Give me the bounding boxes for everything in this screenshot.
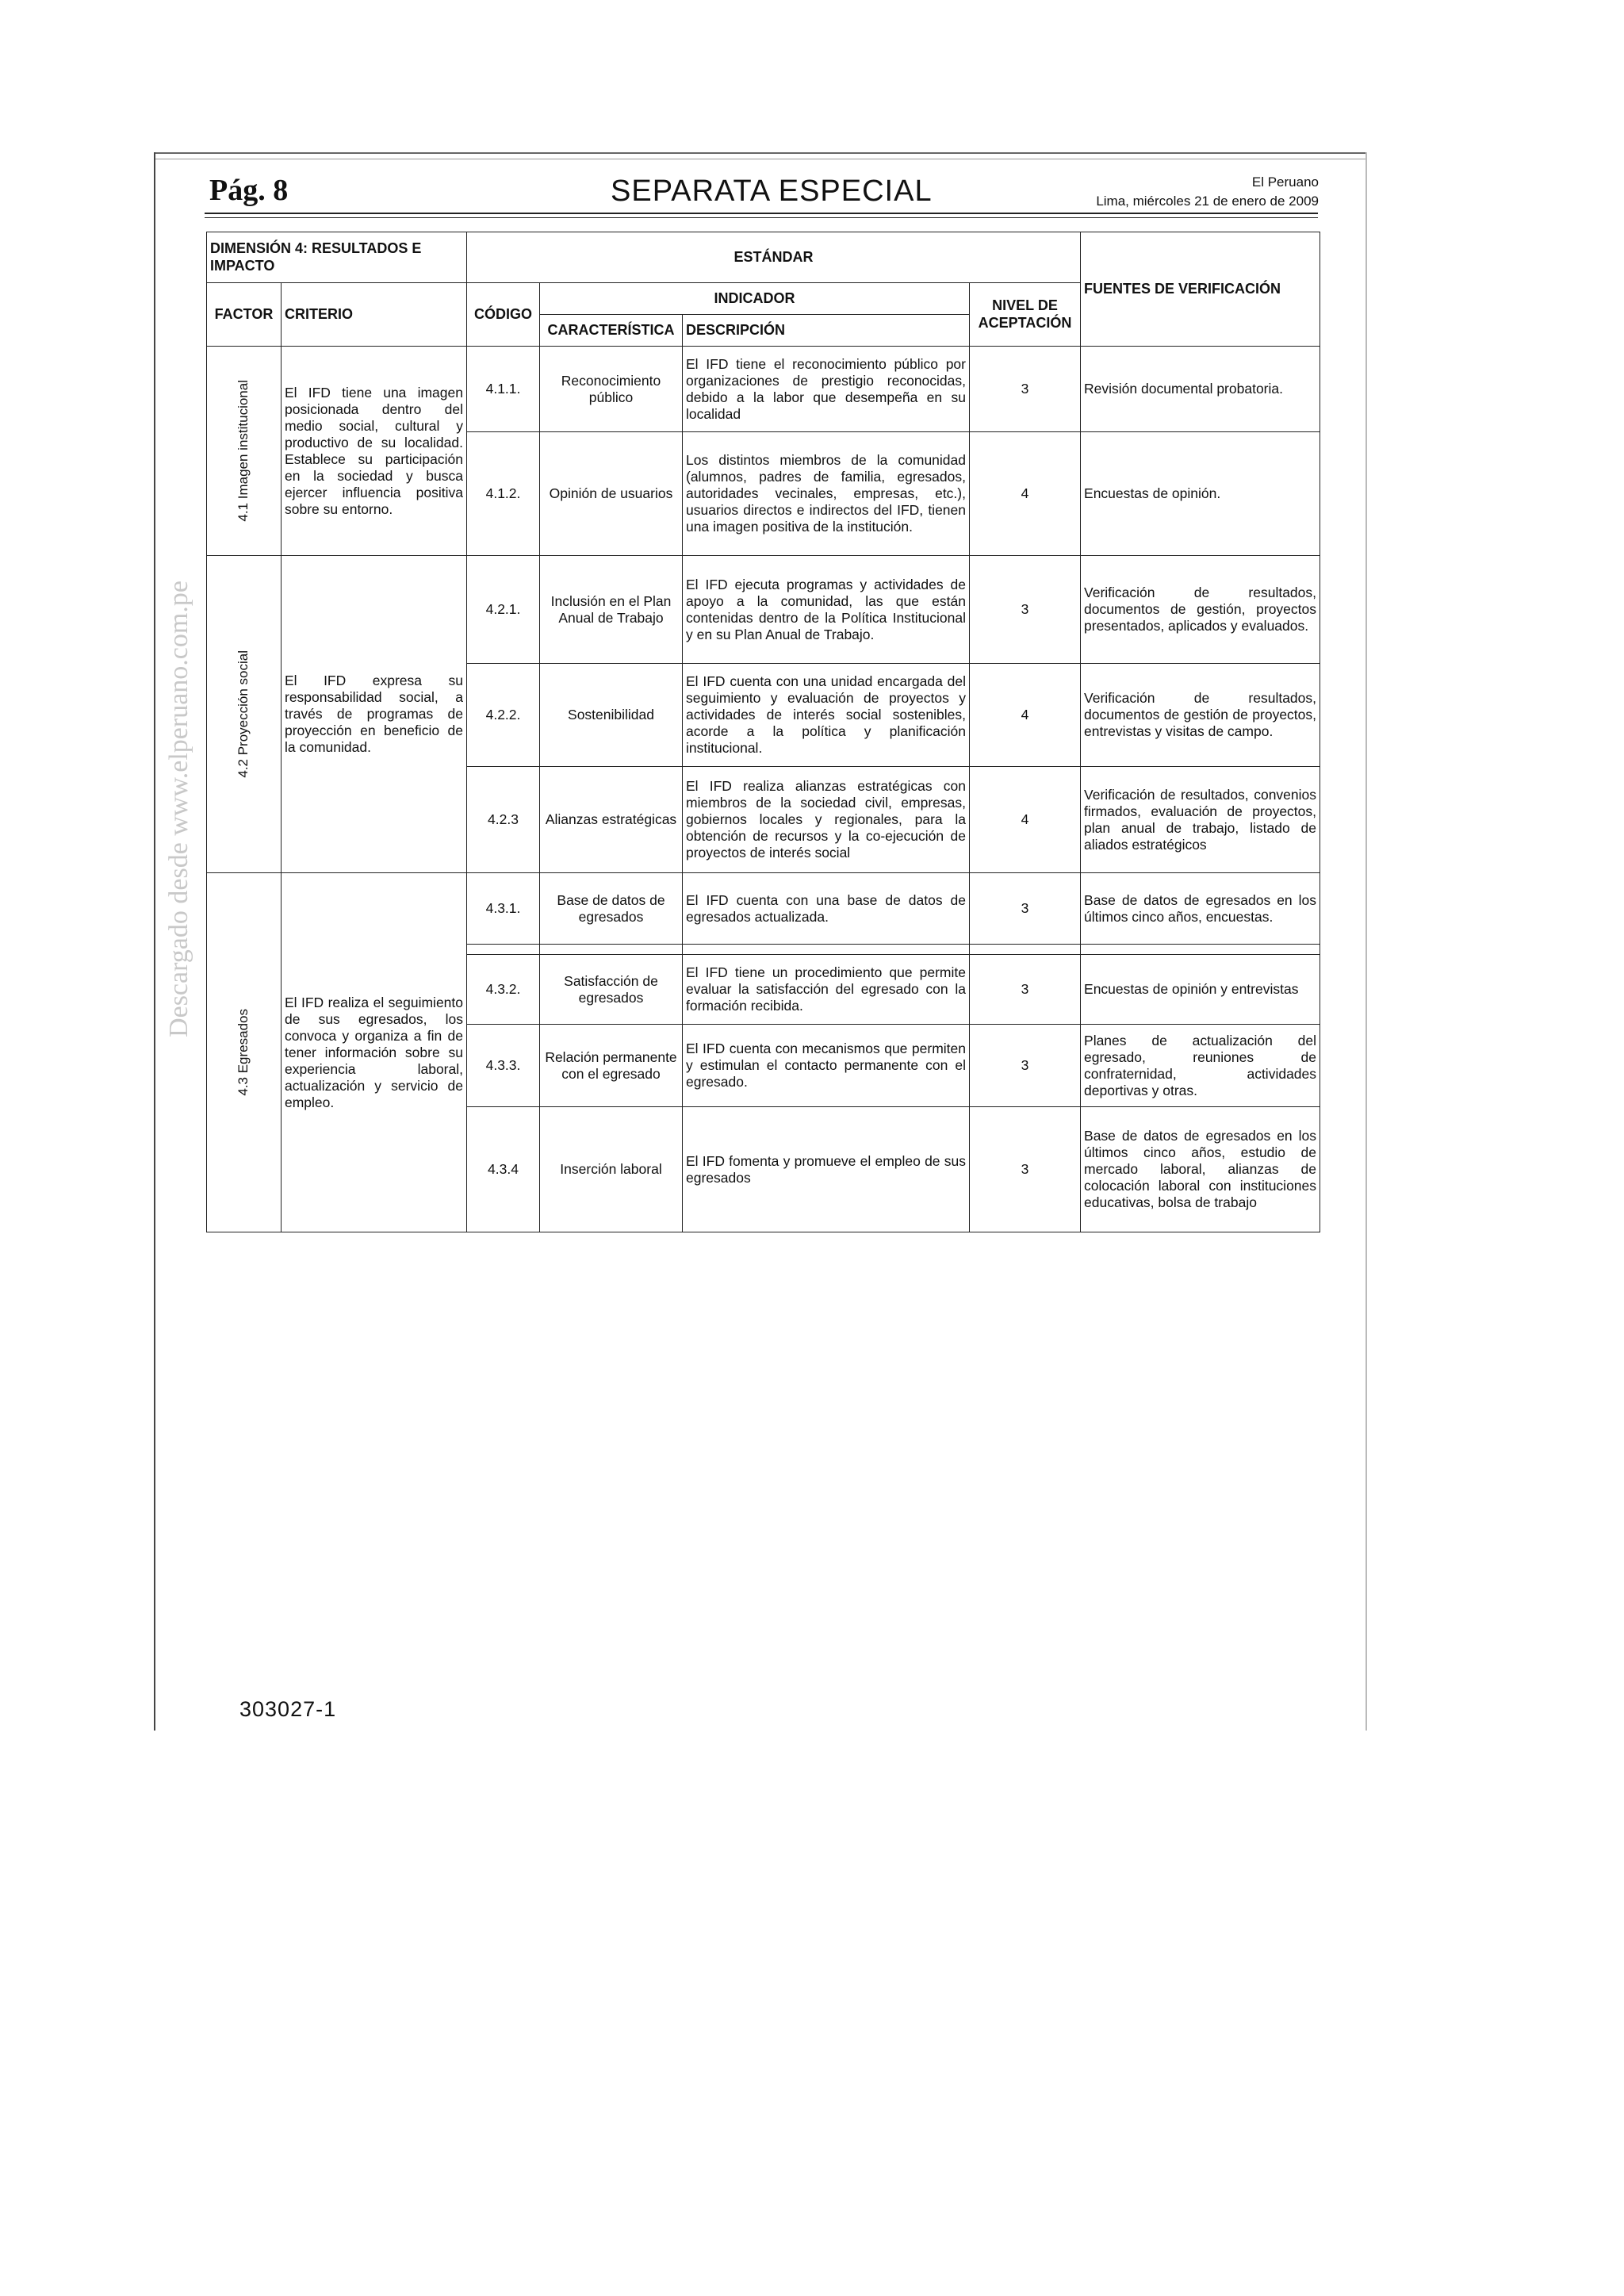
factor-label: 4.2 Proyección social xyxy=(236,650,251,778)
code-cell: 4.3.1. xyxy=(467,873,540,945)
code-header: CÓDIGO xyxy=(467,283,540,347)
code-cell: 4.1.2. xyxy=(467,432,540,556)
table-row xyxy=(207,873,1320,945)
level-cell: 3 xyxy=(970,556,1081,664)
criterion-cell: El IFD expresa su responsabilidad social, a través de programas de proyección en beneficio de la comunidad. xyxy=(282,556,467,873)
standards-table xyxy=(206,232,1320,1232)
characteristic-header: CARACTERÍSTICA xyxy=(540,315,683,347)
characteristic-cell: Base de datos de egresados xyxy=(540,873,683,945)
page-number: Pág. 8 xyxy=(209,174,289,207)
characteristic-cell: Relación permanente con el egresado xyxy=(540,1025,683,1107)
spacer-cell xyxy=(540,945,683,955)
level-cell: 3 xyxy=(970,955,1081,1025)
description-cell: El IFD fomenta y promueve el empleo de sus egresados xyxy=(683,1107,970,1232)
verification-cell: Encuestas de opinión. xyxy=(1081,432,1320,556)
code-cell: 4.2.3 xyxy=(467,767,540,873)
header-divider-thin xyxy=(205,217,1318,218)
characteristic-cell: Opinión de usuarios xyxy=(540,432,683,556)
section-title: SEPARATA ESPECIAL xyxy=(611,174,933,208)
header-divider xyxy=(205,213,1318,214)
verification-cell: Encuestas de opinión y entrevistas xyxy=(1081,955,1320,1025)
factor-label: 4.3 Egresados xyxy=(236,1009,251,1096)
code-cell: 4.3.4 xyxy=(467,1107,540,1232)
criterion-cell: El IFD realiza el seguimiento de sus egresados, los convoca y organiza a fin de tener información sobre su experiencia laboral, actualización y servicio de empleo. xyxy=(282,873,467,1232)
download-watermark: Descargado desde www.elperuano.com.pe xyxy=(164,581,193,1037)
date-line: Lima, miércoles 21 de enero de 2009 xyxy=(1096,194,1319,209)
verification-cell: Base de datos de egresados en los últimos cinco años, estudio de mercado laboral, alianzas de colocación laboral con instituciones educativas, bolsa de trabajo xyxy=(1081,1107,1320,1232)
characteristic-cell: Reconocimiento público xyxy=(540,347,683,432)
factor-header: FACTOR xyxy=(207,283,282,347)
dimension-header: DIMENSIÓN 4: RESULTADOS E IMPACTO xyxy=(207,232,467,283)
description-cell: El IFD ejecuta programas y actividades de apoyo a la comunidad, las que están contenidas dentro de la Política Institucional y en su Plan Anual de Trabajo. xyxy=(683,556,970,664)
code-cell: 4.3.2. xyxy=(467,955,540,1025)
spacer-cell xyxy=(970,945,1081,955)
verification-cell: Planes de actualización del egresado, reuniones de confraternidad, actividades deportivas y otras. xyxy=(1081,1025,1320,1107)
verification-header: FUENTES DE VERIFICACIÓN xyxy=(1081,232,1320,347)
code-cell: 4.2.1. xyxy=(467,556,540,664)
description-cell: El IFD cuenta con mecanismos que permiten y estimulan el contacto permanente con el egresado. xyxy=(683,1025,970,1107)
factor-cell xyxy=(207,556,282,873)
level-cell: 3 xyxy=(970,873,1081,945)
description-cell: El IFD tiene el reconocimiento público por organizaciones de prestigio reconocidas, debido a la labor que desempeña en su localidad xyxy=(683,347,970,432)
level-cell: 4 xyxy=(970,767,1081,873)
right-page-rule xyxy=(1365,152,1367,1731)
description-cell: El IFD realiza alianzas estratégicas con miembros de la sociedad civil, empresas, gobiernos locales y regionales, para la obtención de recursos y la co-ejecución de proyectos de interés social xyxy=(683,767,970,873)
level-cell: 4 xyxy=(970,664,1081,767)
factor-cell xyxy=(207,873,282,1232)
indicator-header: INDICADOR xyxy=(540,283,970,315)
description-cell: El IFD tiene un procedimiento que permite evaluar la satisfacción del egresado con la formación recibida. xyxy=(683,955,970,1025)
criterion-cell: El IFD tiene una imagen posicionada dentro del medio social, cultural y productivo de su localidad. Establece su participación en la sociedad y busca ejercer influencia positiva sobre su entorno. xyxy=(282,347,467,556)
level-cell: 3 xyxy=(970,1107,1081,1232)
code-cell: 4.3.3. xyxy=(467,1025,540,1107)
left-page-rule xyxy=(154,152,155,1731)
characteristic-cell: Sostenibilidad xyxy=(540,664,683,767)
characteristic-cell: Inserción laboral xyxy=(540,1107,683,1232)
level-cell: 4 xyxy=(970,432,1081,556)
footer-code: 303027-1 xyxy=(239,1697,337,1721)
description-cell: El IFD cuenta con una base de datos de egresados actualizada. xyxy=(683,873,970,945)
factor-cell xyxy=(207,347,282,556)
verification-cell: Base de datos de egresados en los últimos cinco años, encuestas. xyxy=(1081,873,1320,945)
table-row xyxy=(207,347,1320,432)
table-row xyxy=(207,556,1320,664)
level-cell: 3 xyxy=(970,1025,1081,1107)
spacer-cell xyxy=(683,945,970,955)
characteristic-cell: Inclusión en el Plan Anual de Trabajo xyxy=(540,556,683,664)
verification-cell: Verificación de resultados, documentos de gestión de proyectos, entrevistas y visitas de campo. xyxy=(1081,664,1320,767)
top-border xyxy=(155,152,1365,154)
verification-cell: Verificación de resultados, convenios firmados, evaluación de proyectos, plan anual de trabajo, listado de aliados estratégicos xyxy=(1081,767,1320,873)
factor-label: 4.1 Imagen institucional xyxy=(236,380,251,522)
level-cell: 3 xyxy=(970,347,1081,432)
characteristic-cell: Alianzas estratégicas xyxy=(540,767,683,873)
spacer-cell xyxy=(1081,945,1320,955)
standard-header: ESTÁNDAR xyxy=(467,232,1081,283)
code-cell: 4.2.2. xyxy=(467,664,540,767)
verification-cell: Revisión documental probatoria. xyxy=(1081,347,1320,432)
characteristic-cell: Satisfacción de egresados xyxy=(540,955,683,1025)
spacer-cell xyxy=(467,945,540,955)
description-cell: El IFD cuenta con una unidad encargada del seguimiento y evaluación de proyectos y actividades de interés social sostenibles, acorde a la política y planificación institucional. xyxy=(683,664,970,767)
code-cell: 4.1.1. xyxy=(467,347,540,432)
description-cell: Los distintos miembros de la comunidad (alumnos, padres de familia, egresados, autoridades vecinales, empresas, etc.), usuarios directos e indirectos del IFD, tienen una imagen positiva de la institución. xyxy=(683,432,970,556)
verification-cell: Verificación de resultados, documentos de gestión, proyectos presentados, aplicados y evaluados. xyxy=(1081,556,1320,664)
description-header: DESCRIPCIÓN xyxy=(683,315,970,347)
criterion-header: CRITERIO xyxy=(282,283,467,347)
newspaper-name: El Peruano xyxy=(1251,174,1319,190)
level-header: NIVEL DE ACEPTACIÓN xyxy=(970,283,1081,347)
